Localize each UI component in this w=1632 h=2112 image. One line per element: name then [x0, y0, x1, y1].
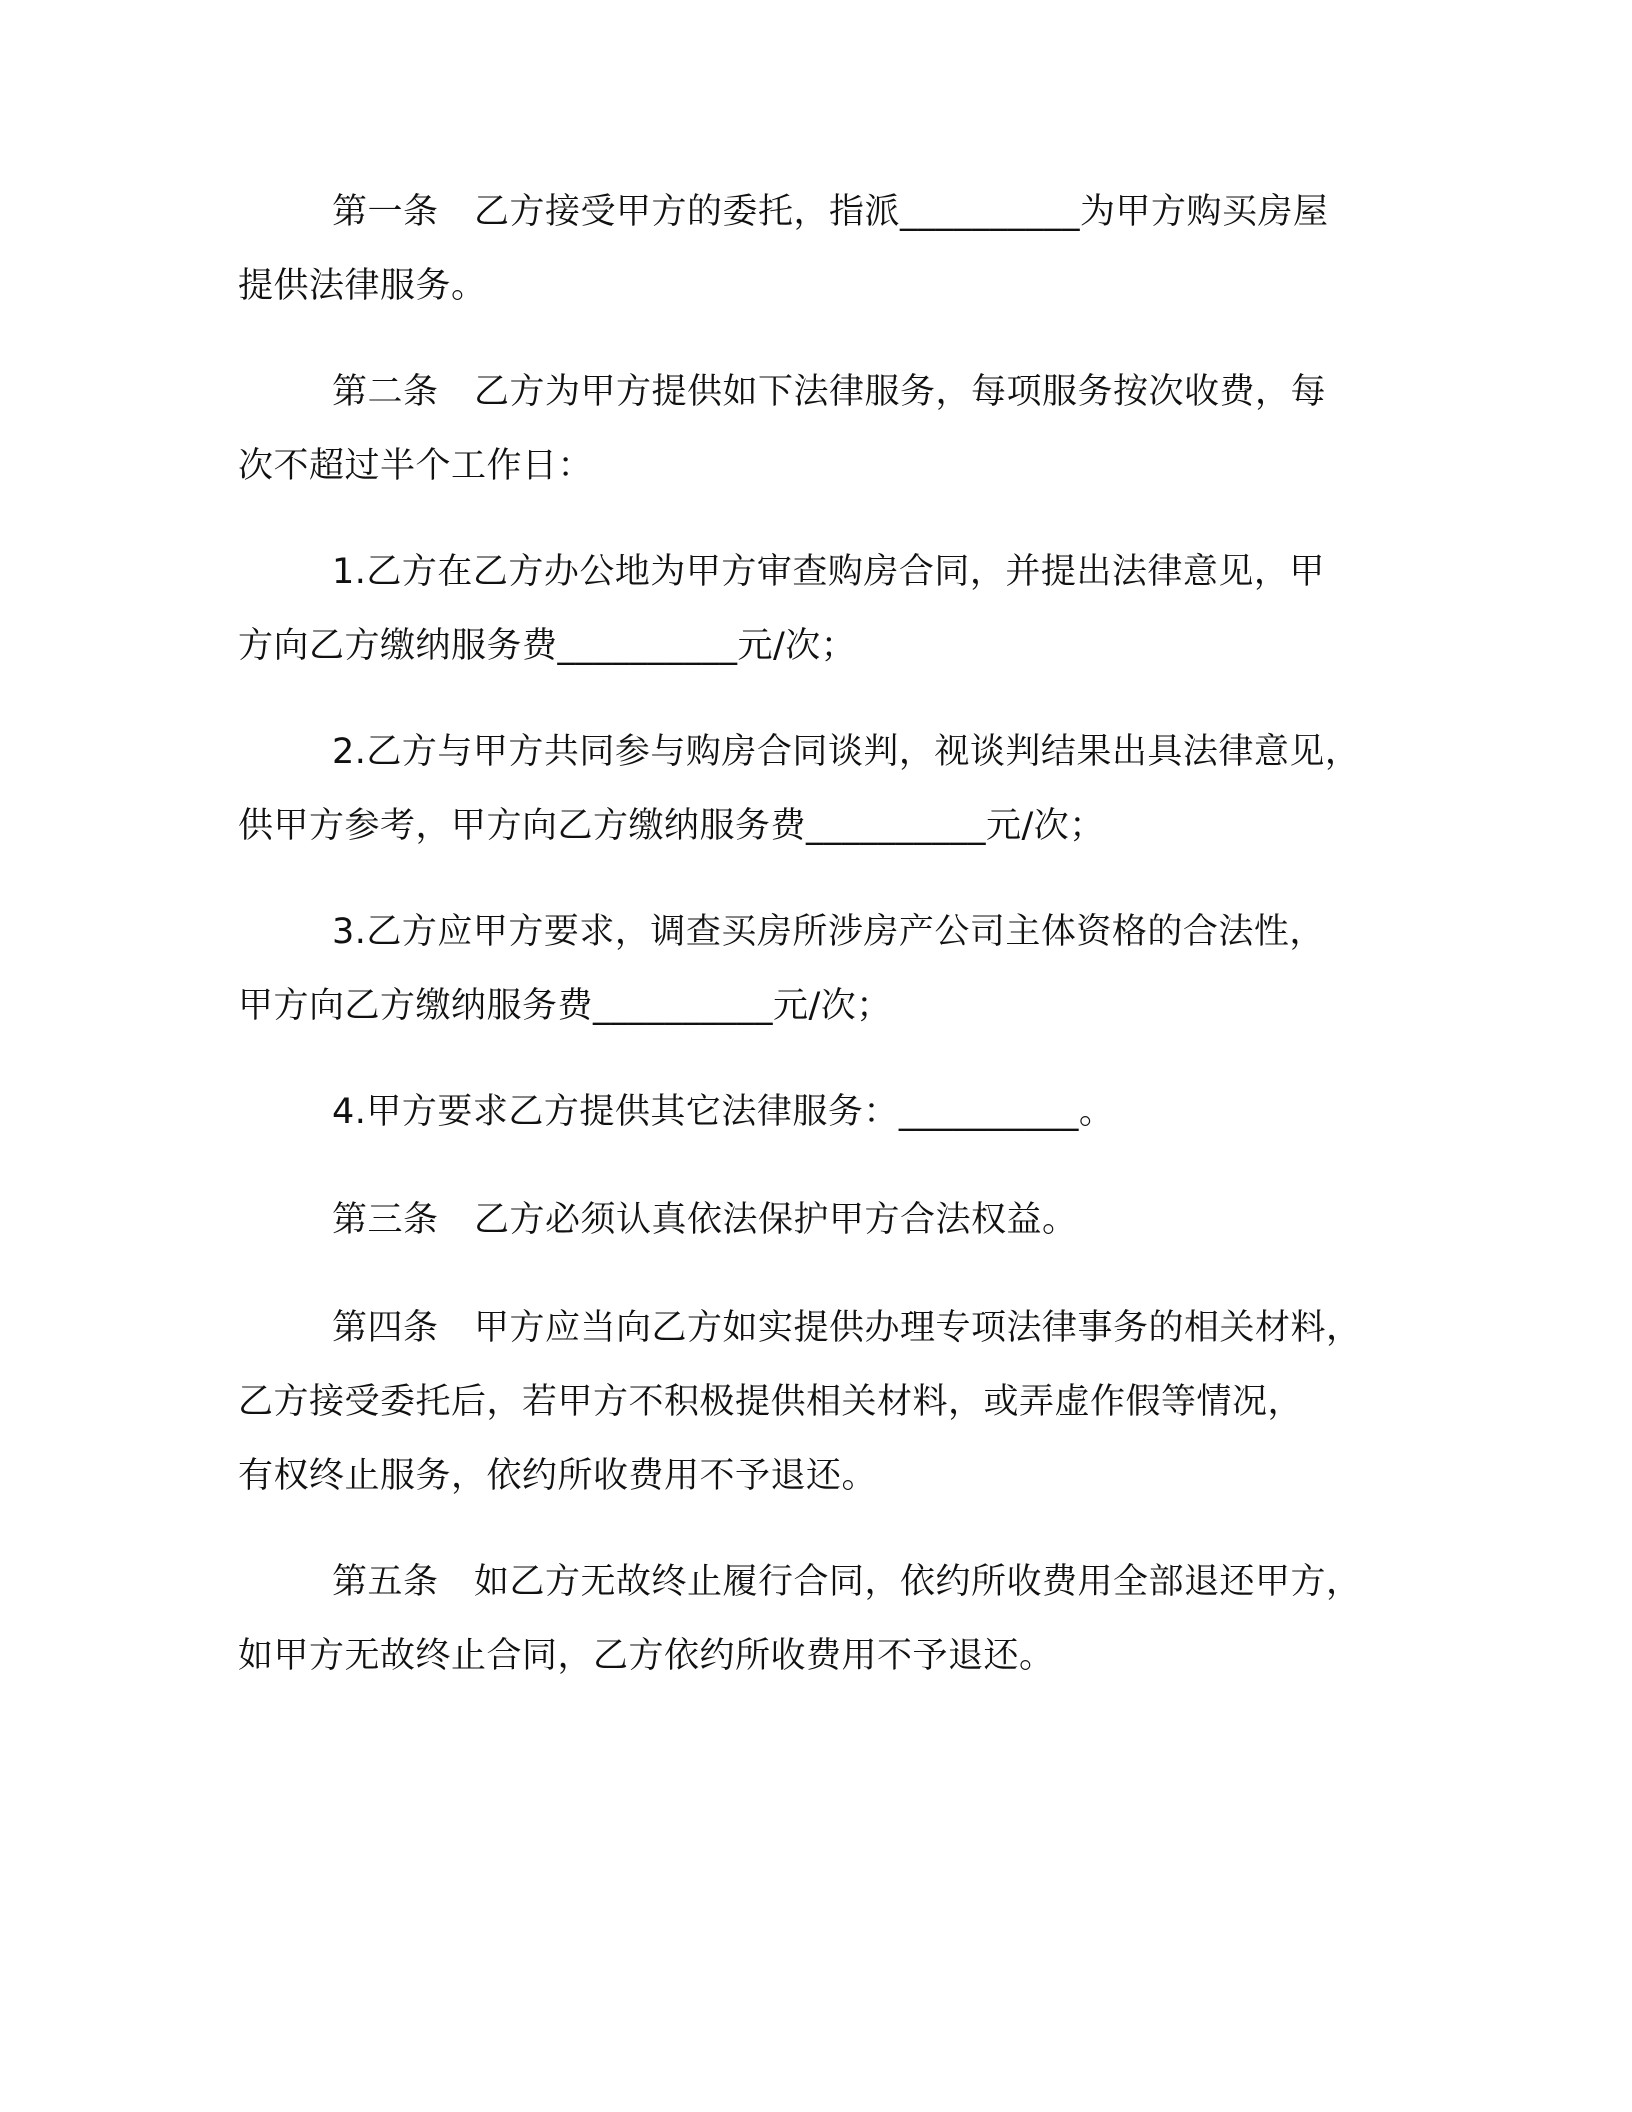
item-3-line-1: 3.乙方应甲方要求，调查买房所涉房产公司主体资格的合法性， — [332, 912, 1325, 952]
article-1-line-1: 第一条 乙方接受甲方的委托，指派__________为甲方购买房屋 — [332, 192, 1329, 232]
item-2-line-1: 2.乙方与甲方共同参与购房合同谈判，视谈判结果出具法律意见， — [332, 732, 1361, 772]
article-4-line-2: 乙方接受委托后，若甲方不积极提供相关材料，或弄虚作假等情况， — [238, 1382, 1304, 1422]
article-4-line-1: 第四条 甲方应当向乙方如实提供办理专项法律事务的相关材料， — [332, 1308, 1362, 1348]
item-4-line: 4.甲方要求乙方提供其它法律服务：__________。 — [332, 1092, 1115, 1132]
article-5-line-2: 如甲方无故终止合同，乙方依约所收费用不予退还。 — [238, 1636, 1055, 1676]
article-5-line-1: 第五条 如乙方无故终止履行合同，依约所收费用全部退还甲方， — [332, 1562, 1362, 1602]
item-1-line-1: 1.乙方在乙方办公地为甲方审查购房合同，并提出法律意见，甲 — [332, 552, 1325, 592]
article-3-line: 第三条 乙方必须认真依法保护甲方合法权益。 — [332, 1200, 1078, 1240]
article-2-line-1: 第二条 乙方为甲方提供如下法律服务，每项服务按次收费，每 — [332, 372, 1327, 412]
item-3-line-2: 甲方向乙方缴纳服务费__________元/次； — [238, 986, 892, 1026]
article-2-line-2: 次不超过半个工作日： — [238, 446, 594, 486]
item-1-line-2: 方向乙方缴纳服务费__________元/次； — [238, 626, 857, 666]
article-1-line-2: 提供法律服务。 — [238, 266, 487, 306]
article-4-line-3: 有权终止服务，依约所收费用不予退还。 — [238, 1456, 878, 1496]
item-2-line-2: 供甲方参考，甲方向乙方缴纳服务费__________元/次； — [238, 806, 1105, 846]
